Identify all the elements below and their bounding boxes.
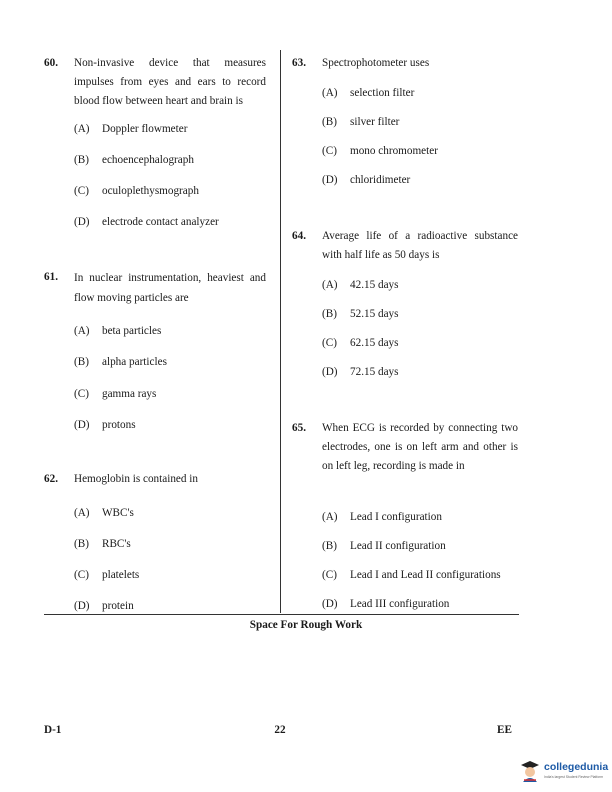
option-text: beta particles [102,325,162,337]
question-number: 63. [292,57,306,69]
option-text: Lead I configuration [350,511,442,523]
option-text: WBC's [102,507,134,519]
option-label: (B) [74,538,89,550]
option-64-a [322,278,398,292]
option-60-c [74,184,199,198]
question-number: 60. [44,57,58,69]
option-text: gamma rays [102,388,157,400]
option-63-c [322,144,438,158]
logo-name: collegedunia [544,761,609,773]
option-text: oculoplethysmograph [102,185,199,197]
option-65-b [322,539,446,553]
option-label: (A) [322,279,338,291]
question-61 [44,268,266,308]
question-text: Hemoglobin is contained in [74,473,198,485]
question-64 [292,227,518,265]
option-text: 52.15 days [350,308,399,320]
option-text: protein [102,600,134,612]
question-60 [44,54,266,111]
option-63-d [322,173,410,187]
option-61-a [74,324,161,338]
option-63-b [322,115,399,129]
collegedunia-logo [520,758,610,786]
option-63-a [322,86,414,100]
question-number: 65. [292,422,306,434]
option-label: (B) [322,116,337,128]
question-text: Spectrophotometer uses [322,57,430,69]
option-label: (C) [322,569,337,581]
option-62-b [74,537,131,551]
graduate-mascot-icon [520,760,540,782]
question-text: Average life of a radioactive substance with half life as 50 days is [322,230,518,261]
option-label: (D) [322,366,338,378]
option-text: Lead I and Lead II configurations [350,569,501,581]
question-number: 64. [292,230,306,242]
option-label: (A) [322,87,338,99]
option-text: 42.15 days [350,279,399,291]
option-62-d [74,599,134,613]
option-text: 72.15 days [350,366,399,378]
option-text: RBC's [102,538,131,550]
option-62-a [74,506,134,520]
option-text: silver filter [350,116,400,128]
question-text: Non-invasive device that measures impulses from eyes and ears to record blood flow between heart and brain is [74,57,266,107]
option-text: electrode contact analyzer [102,216,219,228]
option-label: (A) [74,325,90,337]
option-label: (C) [74,185,89,197]
option-label: (B) [322,540,337,552]
question-text: In nuclear instrumentation, heaviest and flow moving particles are [74,272,266,304]
question-number: 62. [44,473,58,485]
option-61-d [74,418,136,432]
option-label: (C) [74,388,89,400]
option-text: echoencephalograph [102,154,194,166]
option-label: (C) [74,569,89,581]
option-60-b [74,153,194,167]
option-64-d [322,365,398,379]
option-label: (B) [74,154,89,166]
option-65-d [322,597,449,611]
option-64-c [322,336,398,350]
option-text: alpha particles [102,356,167,368]
option-label: (A) [322,511,338,523]
option-text: selection filter [350,87,415,99]
question-number: 61. [44,271,58,283]
option-text: Lead II configuration [350,540,446,552]
option-label: (A) [74,507,90,519]
option-label: (D) [74,600,90,612]
option-label: (D) [74,419,90,431]
column-divider [280,50,281,613]
option-label: (A) [74,123,90,135]
option-60-a [74,122,187,136]
rough-work-rule [44,614,519,615]
option-text: 62.15 days [350,337,399,349]
question-text: When ECG is recorded by connecting two electrodes, one is on left arm and other is on left leg, recording is made in [322,422,518,472]
question-65 [292,419,518,476]
option-64-b [322,307,398,321]
option-label: (D) [322,174,338,186]
option-65-c [322,568,501,582]
option-61-b [74,355,167,369]
logo-tagline: India's largest Student Review Platform [544,775,604,779]
option-65-a [322,510,442,524]
option-text: Doppler flowmeter [102,123,188,135]
option-label: (B) [322,308,337,320]
option-text: mono chromometer [350,145,438,157]
option-60-d [74,215,219,229]
option-label: (D) [74,216,90,228]
option-61-c [74,387,156,401]
page-number: 22 [274,724,286,736]
question-63 [292,54,518,73]
option-text: chloridimeter [350,174,411,186]
footer-subject: EE [497,724,512,736]
option-label: (C) [322,337,337,349]
question-62 [44,470,266,489]
option-62-c [74,568,139,582]
option-label: (D) [322,598,338,610]
option-label: (B) [74,356,89,368]
option-text: Lead III configuration [350,598,450,610]
footer-code: D-1 [44,724,62,736]
option-text: platelets [102,569,140,581]
option-label: (C) [322,145,337,157]
option-text: protons [102,419,136,431]
rough-work-label: Space For Rough Work [249,619,363,631]
